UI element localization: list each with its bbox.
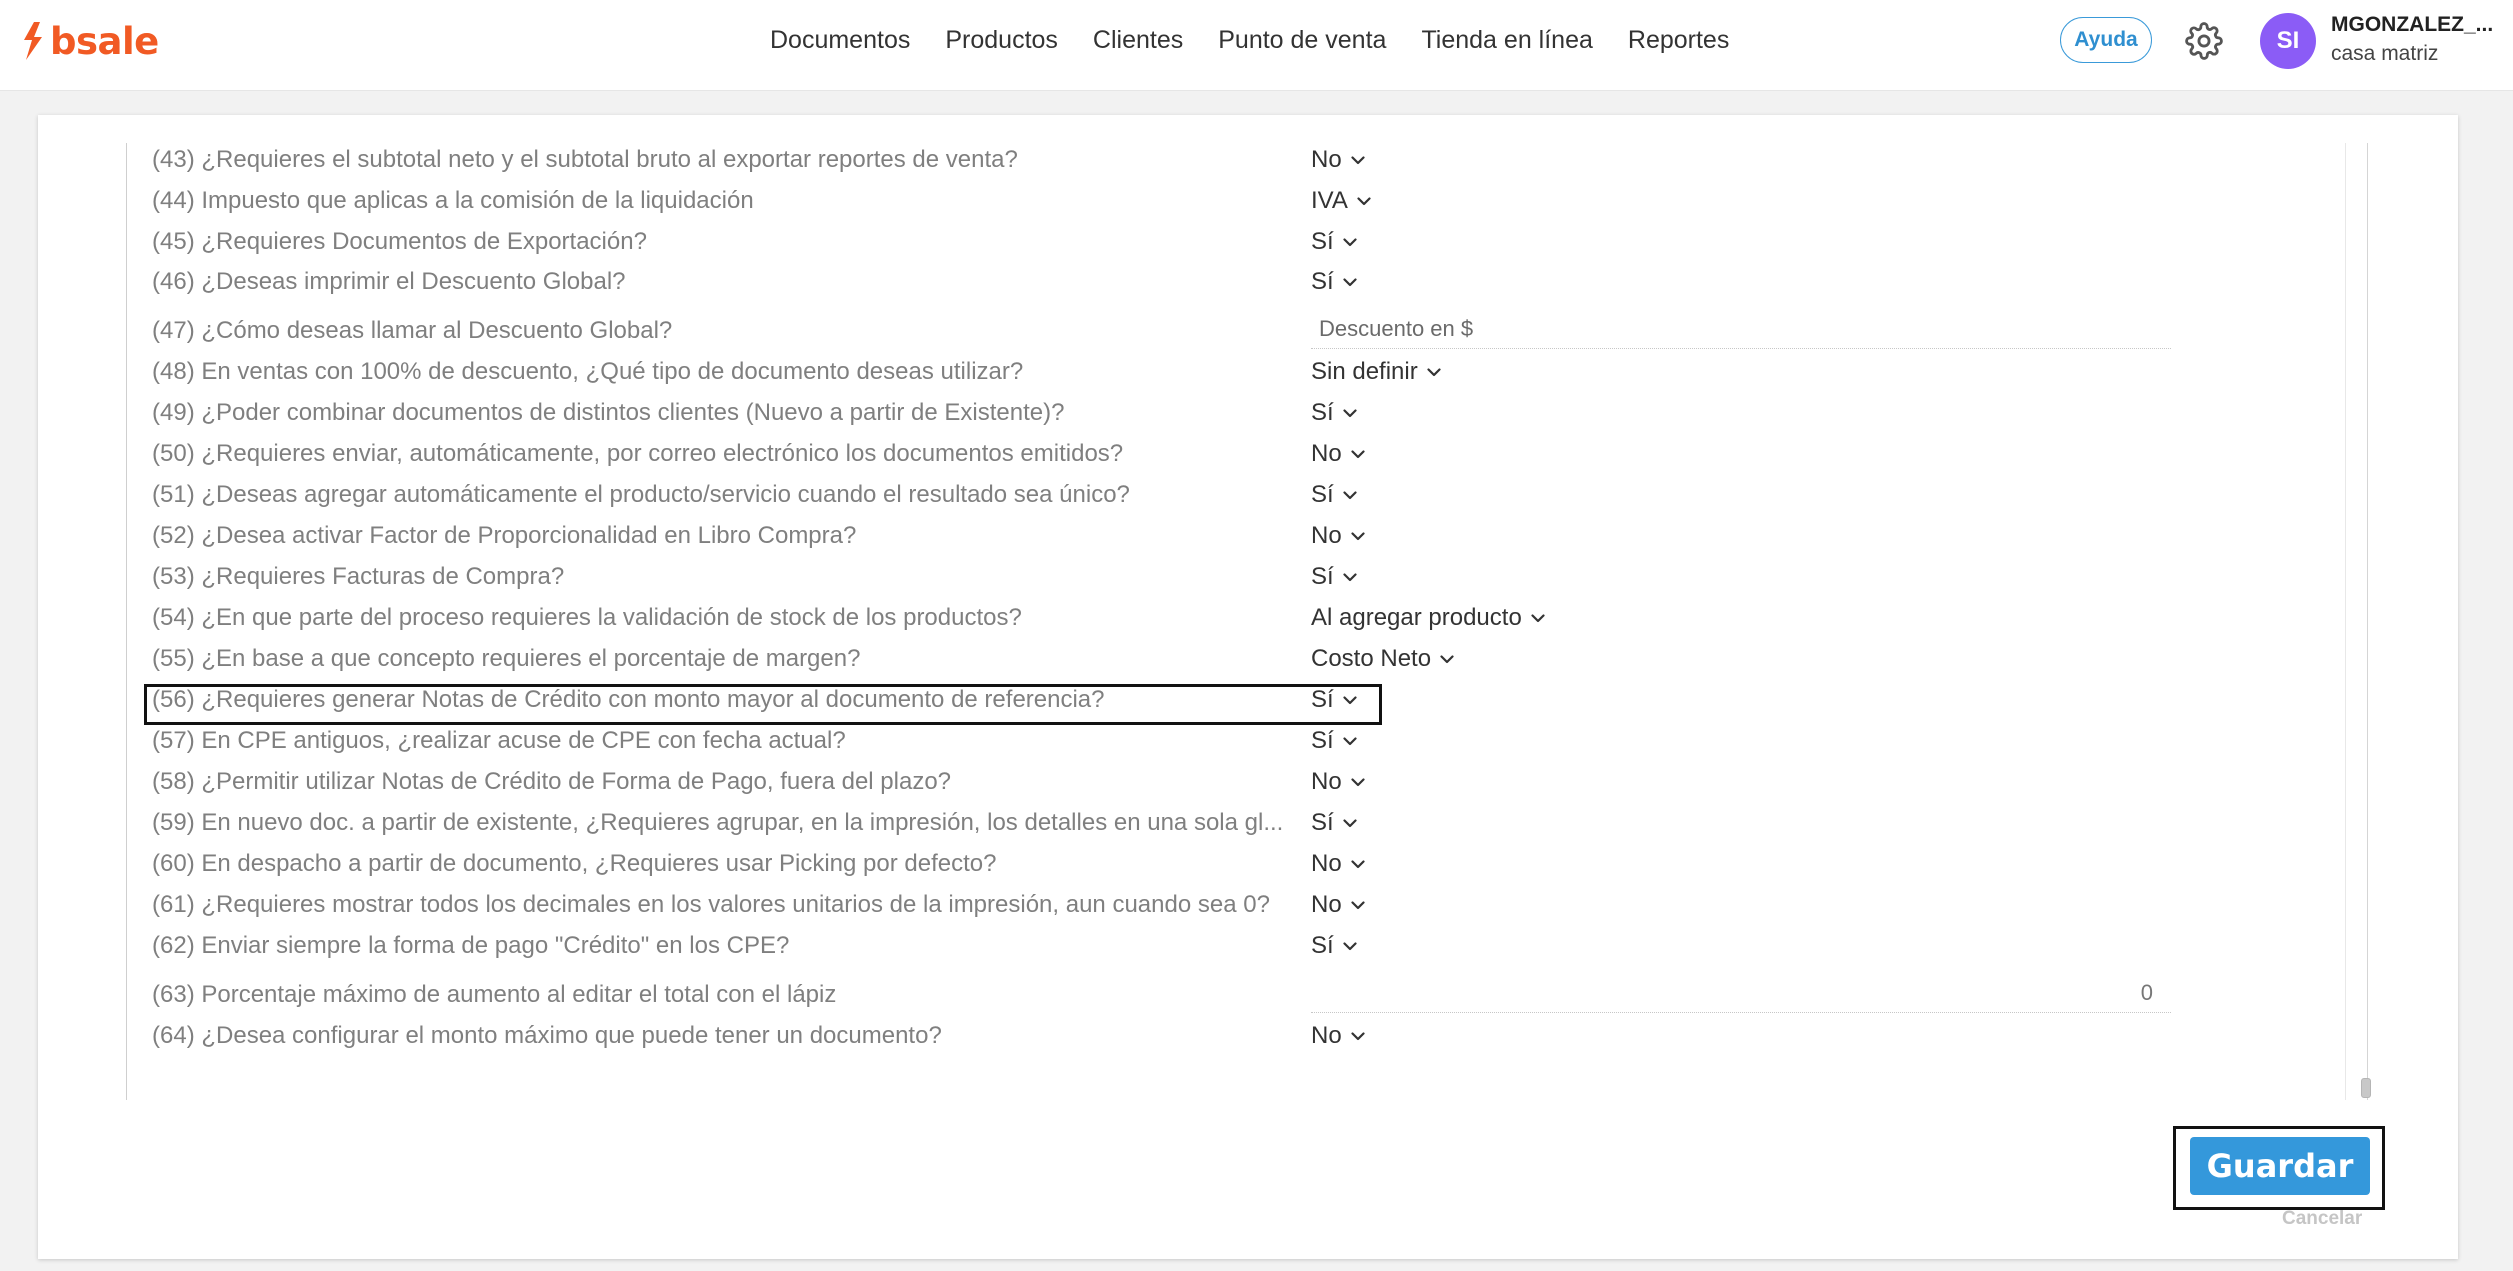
setting-select[interactable]	[1311, 885, 1365, 925]
chevron-down-icon	[1351, 450, 1365, 459]
setting-question-label: (48) En ventas con 100% de descuento, ¿Qué tipo de documento deseas utilizar?	[152, 358, 1024, 385]
setting-row	[0, 926, 2513, 966]
setting-row	[0, 557, 2513, 597]
setting-row	[0, 393, 2513, 433]
setting-question-label: (61) ¿Requieres mostrar todos los decimales en los valores unitarios de la impresión, aun cuando sea 0?	[152, 891, 1270, 918]
chevron-down-icon	[1357, 197, 1371, 206]
chevron-down-icon	[1343, 696, 1357, 705]
setting-row	[0, 140, 2513, 180]
setting-select-value: No	[1311, 146, 1342, 173]
setting-select[interactable]	[1311, 393, 1357, 433]
setting-select-value: Sí	[1311, 228, 1334, 255]
chevron-down-icon	[1343, 819, 1357, 828]
chevron-down-icon	[1351, 532, 1365, 541]
chevron-down-icon	[1343, 409, 1357, 418]
nav-item-documentos[interactable]: Documentos	[770, 26, 911, 54]
chevron-down-icon	[1351, 778, 1365, 787]
setting-row	[0, 434, 2513, 474]
setting-select-value: No	[1311, 891, 1342, 918]
setting-select-value: No	[1311, 768, 1342, 795]
chevron-down-icon	[1351, 156, 1365, 165]
setting-row	[0, 680, 2513, 720]
setting-question-label: (59) En nuevo doc. a partir de existente, ¿Requieres agrupar, en la impresión, los detalles en una sola gl...	[152, 809, 1284, 836]
bsale-logo-text: bsale	[50, 19, 159, 63]
setting-question-label: (43) ¿Requieres el subtotal neto y el subtotal bruto al exportar reportes de venta?	[152, 146, 1018, 173]
setting-row	[0, 975, 2513, 1015]
setting-row	[0, 885, 2513, 925]
main-nav	[770, 20, 1764, 60]
setting-question-label: (58) ¿Permitir utilizar Notas de Crédito de Forma de Pago, fuera del plazo?	[152, 768, 952, 795]
chevron-down-icon	[1351, 901, 1365, 910]
setting-question-label: (50) ¿Requieres enviar, automáticamente, por correo electrónico los documentos emitidos?	[152, 440, 1124, 467]
setting-select[interactable]	[1311, 434, 1365, 474]
cancel-link[interactable]: Cancelar	[2282, 1208, 2363, 1229]
setting-select-value: Sí	[1311, 563, 1334, 590]
chevron-down-icon	[1343, 942, 1357, 951]
setting-select-value: Sí	[1311, 809, 1334, 836]
setting-select[interactable]	[1311, 181, 1371, 221]
setting-row	[0, 475, 2513, 515]
setting-question-label: (51) ¿Deseas agregar automáticamente el producto/servicio cuando el resultado sea único?	[152, 481, 1130, 508]
top-navbar	[0, 0, 2513, 91]
setting-question-label: (52) ¿Desea activar Factor de Proporcionalidad en Libro Compra?	[152, 522, 857, 549]
bsale-logo[interactable]	[20, 19, 159, 63]
setting-select-value: No	[1311, 850, 1342, 877]
setting-number-input[interactable]	[1311, 973, 2171, 1013]
chevron-down-icon	[1531, 614, 1545, 623]
setting-row	[0, 516, 2513, 556]
chevron-down-icon	[1343, 278, 1357, 287]
setting-select[interactable]	[1311, 926, 1357, 966]
setting-select-value: Costo Neto	[1311, 645, 1432, 672]
nav-item-tienda-en-linea[interactable]: Tienda en línea	[1421, 26, 1593, 54]
chevron-down-icon	[1343, 573, 1357, 582]
user-branch: casa matriz	[2331, 42, 2439, 65]
setting-text-input[interactable]	[1311, 309, 2171, 349]
setting-question-label: (62) Enviar siempre la forma de pago "Crédito" en los CPE?	[152, 932, 790, 959]
setting-row	[0, 311, 2513, 351]
setting-question-label: (53) ¿Requieres Facturas de Compra?	[152, 563, 565, 590]
chevron-down-icon	[1351, 860, 1365, 869]
chevron-down-icon	[1440, 655, 1454, 664]
setting-select[interactable]	[1311, 557, 1357, 597]
setting-select-value: Sí	[1311, 268, 1334, 295]
setting-question-label: (57) En CPE antiguos, ¿realizar acuse de CPE con fecha actual?	[152, 727, 846, 754]
help-button[interactable]: Ayuda	[2060, 17, 2152, 63]
setting-select[interactable]	[1311, 803, 1357, 843]
setting-question-label: (55) ¿En base a que concepto requieres el porcentaje de margen?	[152, 645, 861, 672]
user-name[interactable]: MGONZALEZ_...	[2331, 13, 2494, 36]
gear-icon[interactable]	[2185, 22, 2223, 60]
chevron-down-icon	[1343, 737, 1357, 746]
setting-row	[0, 844, 2513, 884]
setting-select[interactable]	[1311, 762, 1365, 802]
setting-select[interactable]	[1311, 639, 1454, 679]
chevron-down-icon	[1351, 1032, 1365, 1041]
setting-select-value: Al agregar producto	[1311, 604, 1522, 631]
setting-row	[0, 762, 2513, 802]
setting-select-value: Sí	[1311, 686, 1334, 713]
setting-question-label: (64) ¿Desea configurar el monto máximo que puede tener un documento?	[152, 1022, 942, 1049]
setting-row	[0, 352, 2513, 392]
setting-select-value: Sin definir	[1311, 358, 1418, 385]
setting-question-label: (60) En despacho a partir de documento, ¿Requieres usar Picking por defecto?	[152, 850, 997, 877]
setting-question-label: (47) ¿Cómo deseas llamar al Descuento Global?	[152, 317, 673, 344]
setting-select[interactable]	[1311, 516, 1365, 556]
setting-select-value: No	[1311, 522, 1342, 549]
setting-question-label: (45) ¿Requieres Documentos de Exportación?	[152, 228, 647, 255]
setting-select[interactable]	[1311, 140, 1365, 180]
setting-select-value: Sí	[1311, 727, 1334, 754]
nav-item-clientes[interactable]: Clientes	[1092, 26, 1184, 54]
setting-select-value: Sí	[1311, 399, 1334, 426]
chevron-down-icon	[1343, 238, 1357, 247]
nav-item-punto-de-venta[interactable]: Punto de venta	[1218, 26, 1387, 54]
setting-select-value: No	[1311, 440, 1342, 467]
setting-select[interactable]	[1311, 598, 1545, 638]
chevron-down-icon	[1343, 491, 1357, 500]
setting-question-label: (63) Porcentaje máximo de aumento al editar el total con el lápiz	[152, 981, 837, 1008]
setting-select[interactable]	[1311, 844, 1365, 884]
setting-question-label: (56) ¿Requieres generar Notas de Crédito con monto mayor al documento de referencia?	[152, 686, 1105, 713]
setting-select[interactable]	[1311, 475, 1357, 515]
setting-select-value: IVA	[1311, 187, 1348, 214]
nav-item-reportes[interactable]: Reportes	[1627, 26, 1730, 54]
setting-row	[0, 181, 2513, 221]
setting-question-label: (44) Impuesto que aplicas a la comisión de la liquidación	[152, 187, 754, 214]
setting-select[interactable]	[1311, 721, 1357, 761]
setting-row	[0, 222, 2513, 262]
scrollbar-thumb[interactable]	[2361, 1078, 2371, 1098]
setting-select-value: Sí	[1311, 932, 1334, 959]
setting-select[interactable]	[1311, 222, 1357, 262]
bsale-logo-icon	[20, 21, 46, 61]
setting-row	[0, 721, 2513, 761]
setting-select[interactable]	[1311, 1016, 1365, 1056]
setting-row	[0, 639, 2513, 679]
setting-row	[0, 803, 2513, 843]
setting-row	[0, 1016, 2513, 1056]
nav-item-productos[interactable]: Productos	[945, 26, 1058, 54]
avatar[interactable]: SI	[2260, 13, 2316, 69]
setting-select-value: Sí	[1311, 481, 1334, 508]
setting-question-label: (54) ¿En que parte del proceso requieres la validación de stock de los productos?	[152, 604, 1022, 631]
setting-question-label: (49) ¿Poder combinar documentos de distintos clientes (Nuevo a partir de Existente)?	[152, 399, 1065, 426]
setting-select[interactable]	[1311, 680, 1357, 720]
setting-question-label: (46) ¿Deseas imprimir el Descuento Global?	[152, 268, 626, 295]
setting-select-value: No	[1311, 1022, 1342, 1049]
chevron-down-icon	[1427, 368, 1441, 377]
setting-select[interactable]	[1311, 352, 1441, 392]
setting-select[interactable]	[1311, 262, 1357, 302]
setting-row	[0, 262, 2513, 302]
save-button[interactable]: Guardar	[2190, 1137, 2370, 1195]
setting-row	[0, 598, 2513, 638]
